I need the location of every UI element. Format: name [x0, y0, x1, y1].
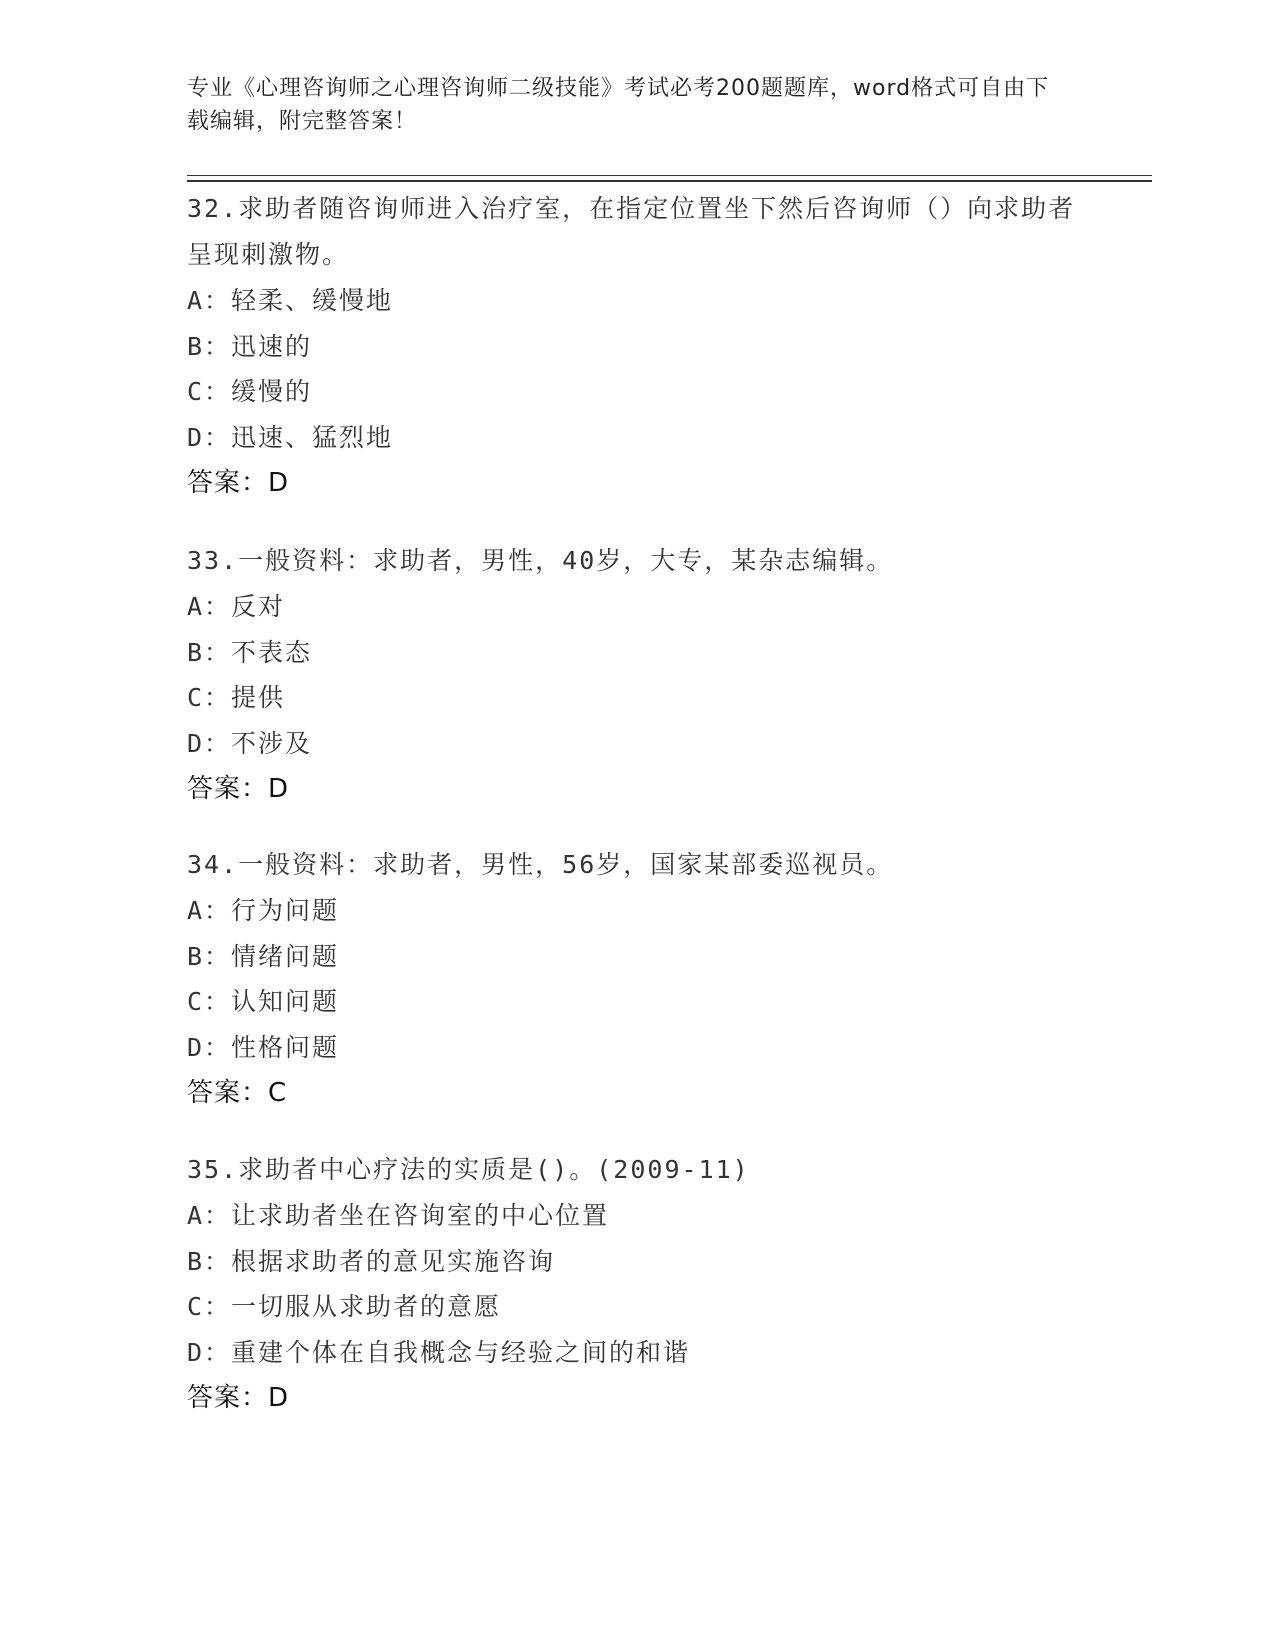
- question-32: [187, 186, 1077, 506]
- answer: 答案：D: [187, 774, 290, 804]
- option-b: B：情绪问题: [187, 941, 340, 971]
- option-b: B：迅速的: [187, 331, 313, 361]
- option-c: C：认知问题: [187, 987, 340, 1016]
- option-d: D：迅速、猛烈地: [187, 422, 394, 452]
- option-c: C：缓慢的: [187, 377, 313, 406]
- option-b: B：根据求助者的意见实施咨询: [187, 1246, 556, 1276]
- option-d: D：不涉及: [187, 728, 313, 758]
- answer: 答案：D: [187, 468, 290, 498]
- question-33: [187, 538, 1077, 812]
- option-b: B：不表态: [187, 637, 313, 667]
- header-divider-thin: [187, 175, 1152, 176]
- option-a: A：轻柔、缓慢地: [187, 286, 394, 315]
- question-35: [187, 1147, 1077, 1421]
- document-header: 专业《心理咨询师之心理咨询师二级技能》考试必考200题题库，word格式可自由下载编辑，附完整答案！: [187, 76, 1050, 134]
- option-d: D：性格问题: [187, 1032, 340, 1062]
- answer: 答案：D: [187, 1383, 290, 1413]
- option-d: D：重建个体在自我概念与经验之间的和谐: [187, 1337, 691, 1367]
- option-a: A：反对: [187, 592, 286, 621]
- question-stem: 32.求助者随咨询师进入治疗室，在指定位置坐下然后咨询师（）向求助者呈现刺激物。: [187, 194, 1076, 269]
- option-c: C：一切服从求助者的意愿: [187, 1292, 502, 1321]
- question-stem: 33.一般资料：求助者，男性，40岁，大专，某杂志编辑。: [187, 546, 894, 575]
- answer: 答案：C: [187, 1078, 288, 1108]
- option-a: A：行为问题: [187, 896, 340, 925]
- option-c: C：提供: [187, 683, 286, 712]
- question-stem: 34.一般资料：求助者，男性，56岁，国家某部委巡视员。: [187, 850, 894, 879]
- question-stem: 35.求助者中心疗法的实质是()。(2009-11): [187, 1155, 750, 1184]
- option-a: A：让求助者坐在咨询室的中心位置: [187, 1201, 610, 1230]
- header-divider-thick: [187, 180, 1152, 182]
- question-34: [187, 842, 1077, 1116]
